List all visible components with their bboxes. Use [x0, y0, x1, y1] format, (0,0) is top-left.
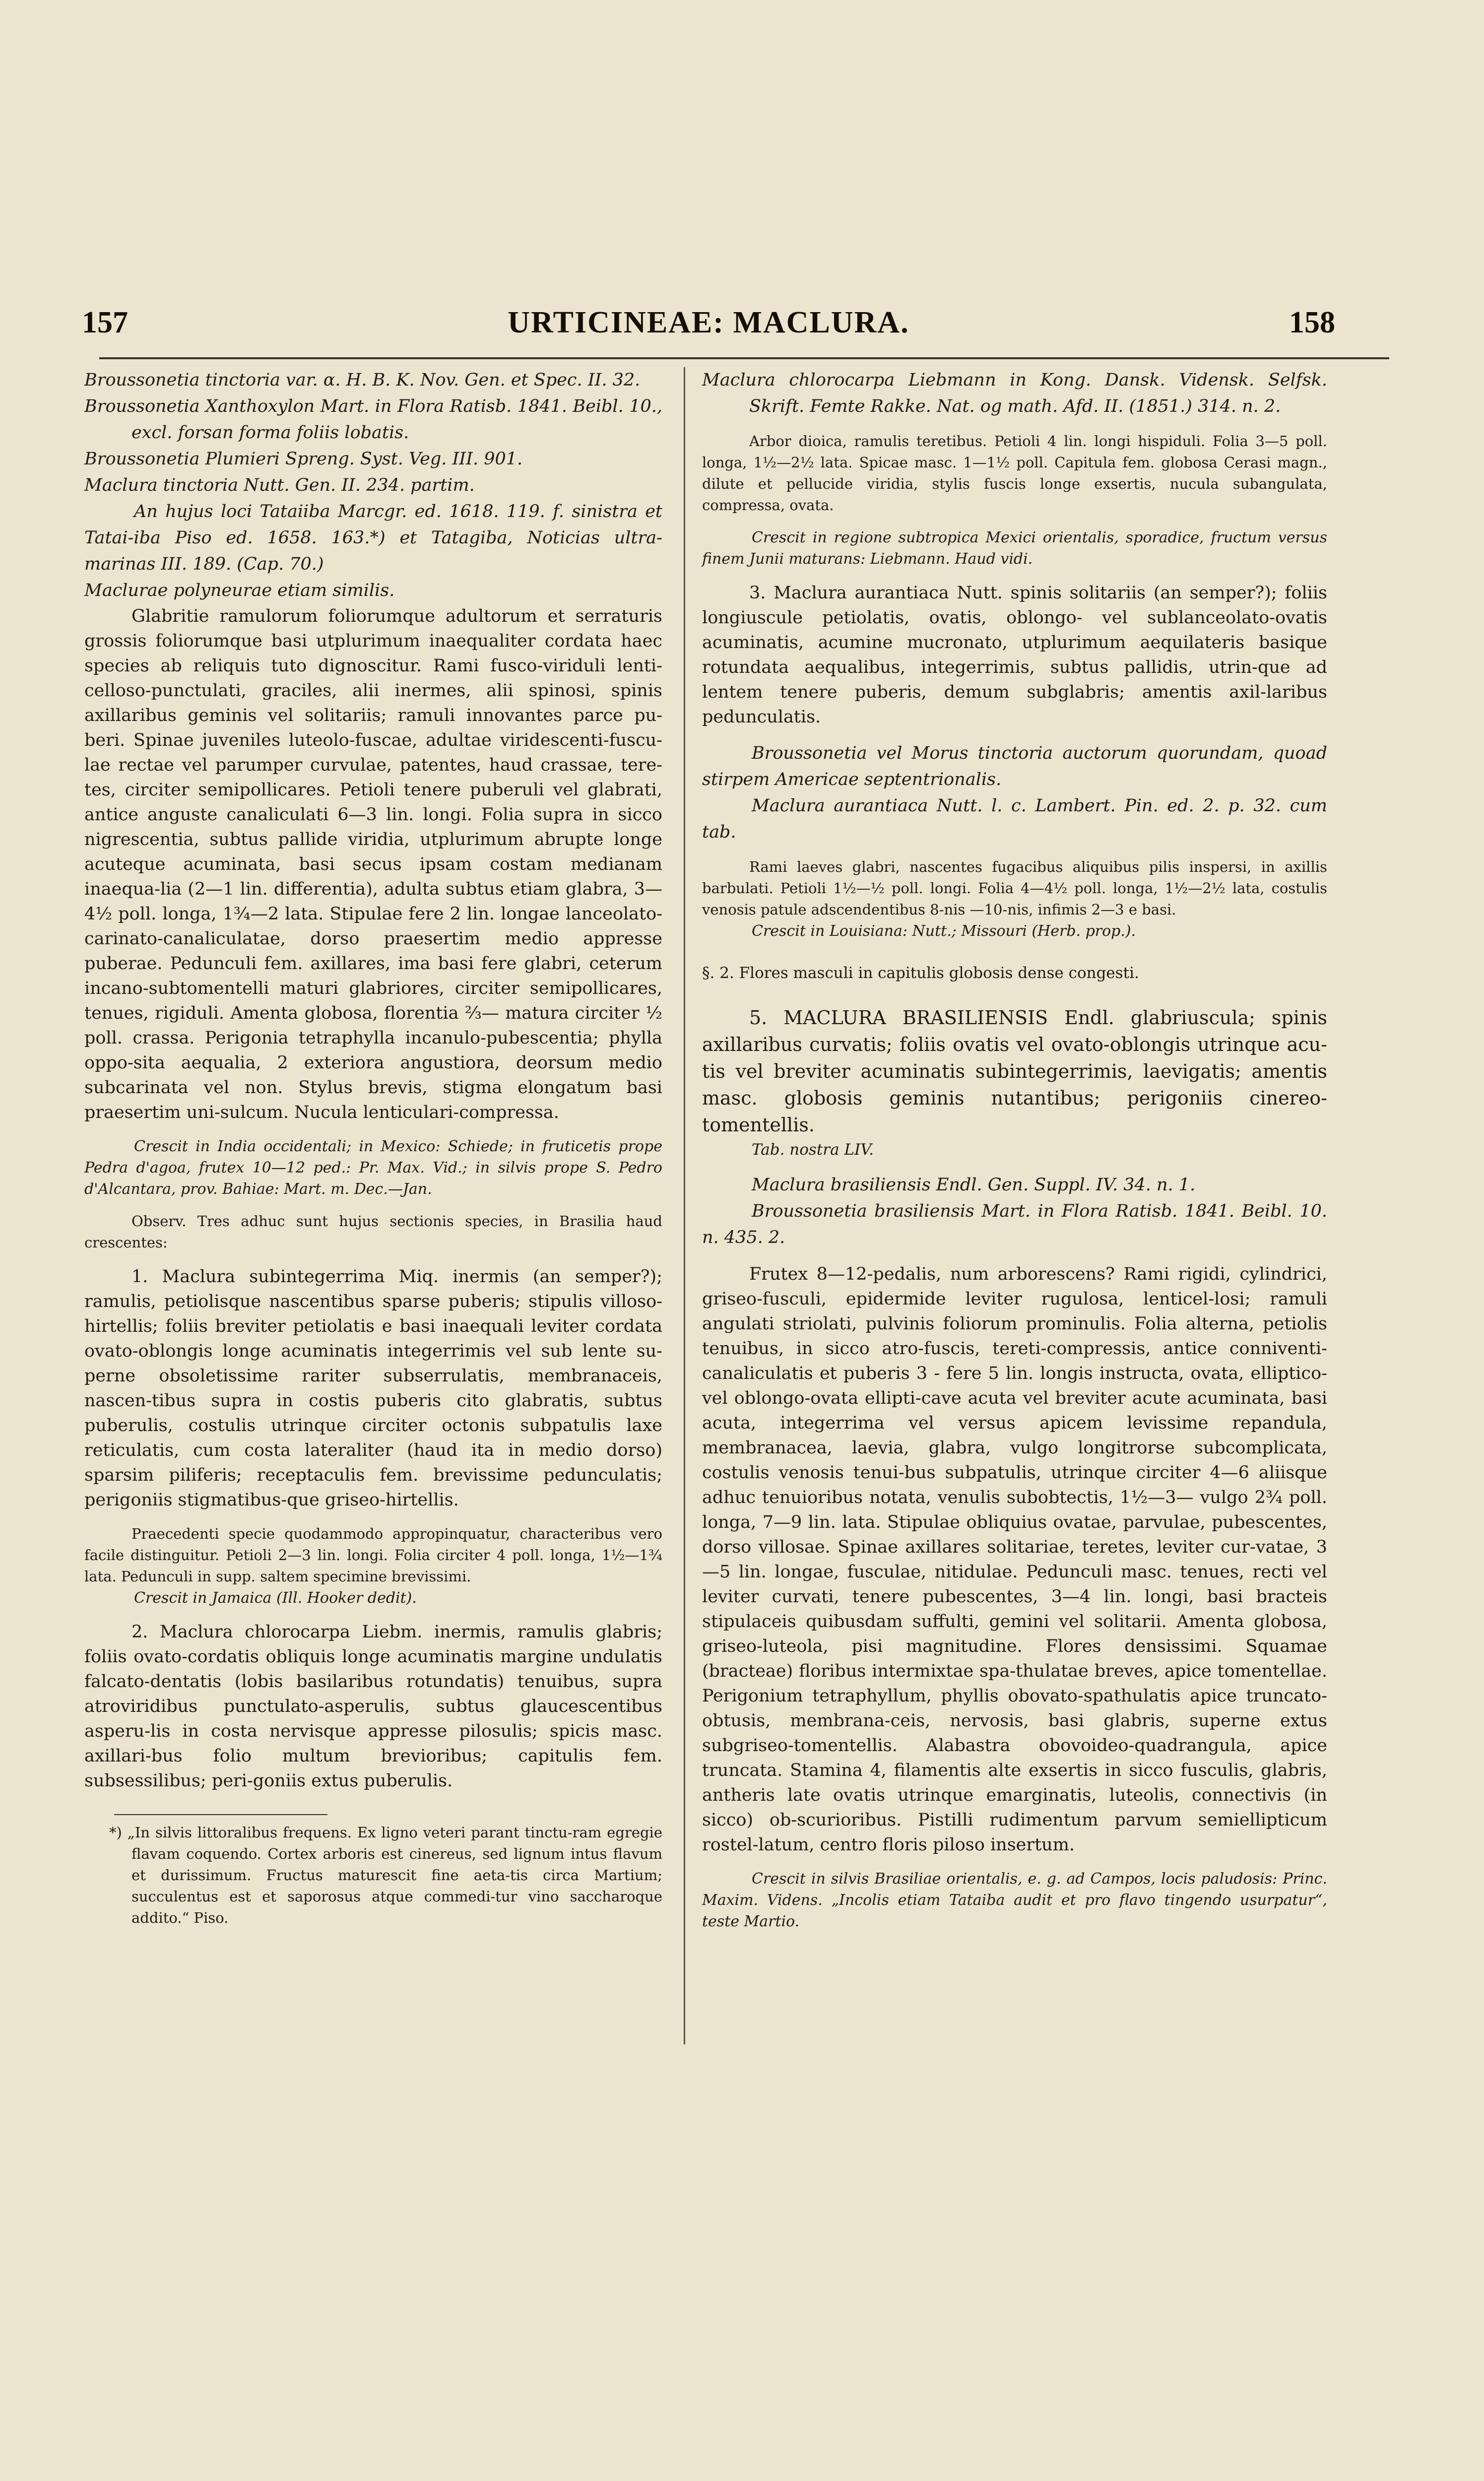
left-description-paragraph: Glabritie ramulorum foliorumque adultorum et serraturis grossis foliorumque basi utplurimum inaequaliter cordata haec species ab reliquis tuto dignoscitur. Rami fusco-viriduli lenti-celloso-punctulati, graciles, alii inermes, alii spinosi, spinis axillaribus geminis vel solitariis; ramuli innovantes parce pu-beri. Spinae juveniles luteolo-fuscae, adultae viridescenti-fuscu-lae rectae vel parumper curvulae, patentes, haud crassae, tere-tes, circiter semipollicares. Petioli tenere puberuli vel glabrati, antice anguste canaliculati 6—3 lin. longi. Folia supra in sicco nigrescentia, subtus pallide viridia, utplurimum abrupte longe acuteque acuminata, basi secus ipsam costam medianam inaequa-lia (2—1 lin. differentia), adulta subtus etiam glabra, 3—4½ poll. longa, 1¾—2 lata. Stipulae fere 2 lin. longae lanceolato-carinato-canaliculatae, dorso praesertim medio appresse puberae. Pedunculi fem. axillares, ima basi fere glabri, ceterum incano-subtomentelli maturi glabriores, circiter semipollicares, tenues, rigiduli. Amenta globosa, florentia ⅔— matura circiter ½ poll. crassa. Perigonia tetraphylla incanulo-pubescentia; phylla oppo-sita aequalia, 2 exteriora angustiora, deorsum medio subcarinata vel non. Stylus brevis, stigma elongatum basi praesertim uni-sulcum. Nucula lenticulari-compressa.: [84, 606, 662, 1122]
left-synonym: Maclura tinctoria Nutt. Gen. II. 234. partim.: [84, 475, 475, 495]
right-synonym: Broussonetia brasiliensis Mart. in Flora Ratisb. 1841. Beibl. 10. n. 435. 2.: [702, 1201, 1327, 1247]
right-plate-reference: Tab. nostra LIV.: [752, 1141, 874, 1159]
right-synonym: Maclura brasiliensis Endl. Gen. Suppl. IV. 34. n. 1.: [752, 1175, 1196, 1195]
left-synonym: Maclurae polyneurae etiam similis.: [84, 581, 395, 600]
left-synonym: Broussonetia Xanthoxylon Mart. in Flora Ratisb. 1841. Beibl. 10., excl. forsan forma foliis lobatis.: [84, 396, 662, 443]
left-description-paragraph: 2. Maclura chlorocarpa Liebm. inermis, ramulis glabris; foliis ovato-cordatis obliquis longe acuminatis margine undulatis falcato-dentatis (lobis basilaribus rotundatis) tenuibus, supra atroviridibus punctulato-asperulis, subtus glaucescentibus asperu-lis in costa nervisque appresse pilosulis; spicis masc. axillari-bus folio multum brevioribus; capitulis fem. subsessilibus; peri-goniis extus puberulis.: [84, 1622, 662, 1791]
right-note-paragraph: Rami laeves glabri, nascentes fugacibus aliquibus pilis inspersi, in axillis barbulati. Petioli 1½—½ poll. longi. Folia 4—4½ poll. longa, 1½—2½ lata, costulis venosis patule adscendentibus 8-nis —10-nis, infimis 2—3 e basi.: [702, 858, 1327, 918]
page-number-right: 158: [1289, 306, 1335, 339]
right-habitat-note: Crescit in regione subtropica Mexici orientalis, sporadice, fructum versus finem Junii maturans: Liebmann. Haud vidi.: [702, 529, 1327, 568]
right-synonym: Broussonetia vel Morus tinctoria auctorum quorundam, quoad stirpem Americae septentrionalis.: [702, 743, 1327, 789]
running-title: URTICINEAE: MACLURA.: [508, 306, 909, 339]
right-habitat-note: Crescit in silvis Brasiliae orientalis, e. g. ad Campos, locis paludosis: Princ. Maxim. Videns. „Incolis etiam Tataiba audit et pro flavo tingendo usurpatur“, teste Martio.: [702, 1870, 1327, 1930]
left-habitat-note: Crescit in India occidentali; in Mexico: Schiede; in fruticetis prope Pedra d'agoa, frutex 10—12 ped.: Pr. Max. Vid.; in silvis prope S. Pedro d'Alcantara, prov. Bahiae: Mart. m. Dec.—Jan.: [84, 1138, 662, 1198]
right-description-paragraph: 3. Maclura aurantiaca Nutt. spinis solitariis (an semper?); foliis longiuscule petiolatis, ovatis, oblongo- vel sublanceolato-ovatis acuminatis, acumine mucronato, utplurimum aequilateris basique rotundata aequalibus, integerrimis, subtus pallidis, utrin-que ad lentem tenere puberis, demum subglabris; amentis axil-laribus pedunculatis.: [702, 583, 1327, 727]
right-note-paragraph: Arbor dioica, ramulis teretibus. Petioli 4 lin. longi hispiduli. Folia 3—5 poll. longa, 1½—2½ lata. Spicae masc. 1—1½ poll. Capitula fem. globosa Cerasi magn., dilute et pellucide viridia, stylis fuscis longe exsertis, nucula subangulata, compressa, ovata.: [702, 433, 1327, 514]
right-section-heading: §. 2. Flores masculi in capitulis globosis dense congesti.: [702, 964, 1139, 982]
page-number-left: 157: [82, 306, 128, 339]
left-description-paragraph: 1. Maclura subintegerrima Miq. inermis (an semper?); ramulis, petiolisque nascentibus sparse puberis; stipulis villoso-hirtellis; foliis breviter petiolatis e basi inaequali leviter cordata ovato-oblongis longe acuminatis integerrimis vel sub lente su-perne obsoletissime rariter subserrulatis, membranaceis, nascen-tibus supra in costis puberis cito glabratis, subtus puberulis, costulis utrinque circiter octonis subpatulis laxe reticulatis, cum costa lateraliter (haud ita in medio dorso) sparsim piliferis; receptaculis fem. brevissime pedunculatis; perigoniis stigmatibus-que griseo-hirtellis.: [84, 1267, 662, 1510]
header-rule: [99, 357, 1389, 359]
right-column: [702, 367, 1327, 1932]
left-column: [84, 367, 662, 1929]
left-note-paragraph: Observ. Tres adhuc sunt hujus sectionis species, in Brasilia haud crescentes:: [84, 1213, 662, 1251]
left-footnote: *) „In silvis littoralibus frequens. Ex ligno veteri parant tinctu-ram egregie flavam coquendo. Cortex arboris est cinereus, sed lignum intus flavum et durissimum. Fructus maturescit fine aeta-tis circa Martium; succulentus est et saporosus atque commedi-tur vino saccharoque addito.“ Piso.: [109, 1824, 662, 1926]
right-habitat-note: Crescit in Louisiana: Nutt.; Missouri (Herb. prop.).: [752, 922, 1136, 940]
left-note-paragraph: Praecedenti specie quodammodo appropinquatur, characteribus vero facile distinguitur. Petioli 2—3 lin. longi. Folia circiter 4 poll. longa, 1½—1¾ lata. Pedunculi in supp. saltem specimine brevissimi.: [84, 1525, 662, 1585]
running-header: [82, 305, 1335, 355]
right-description-paragraph: Frutex 8—12-pedalis, num arborescens? Rami rigidi, cylindrici, griseo-fusculi, epidermide leviter rugulosa, lenticel-losi; ramuli angulati striolati, pulvinis foliorum prominulis. Folia alterna, petiolis tenuibus, in sicco atro-fuscis, tereti-compressis, antice conniventi-canaliculatis et puberis 3 - fere 5 lin. longis instructa, ovata, elliptico- vel oblongo-ovata ellipti-cave acuta vel breviter acute acuminata, basi acuta, integerrima vel versus apicem levissime repandula, membranacea, laevia, glabra, vulgo longitrorse subcomplicata, costulis venosis tenui-bus subpatulis, utrinque circiter 4—6 aliisque adhuc tenuioribus notata, venulis subobtectis, 1½—3— vulgo 2¾ poll. longa, 7—9 lin. lata. Stipulae obliquius ovatae, parvulae, pubescentes, dorso villosae. Spinae axillares solitariae, teretes, leviter cur-vatae, 3—5 lin. longae, fusculae, nitidulae. Pedunculi masc. tenues, recti vel leviter curvati, tenere pubescentes, 3—4 lin. longi, basi bracteis stipulaceis quibusdam suffulti, gemini vel solitarii. Amenta globosa, griseo-luteola, pisi magnitudine. Flores densissimi. Squamae (bracteae) floribus intermixtae spa-thulatae breves, apice tomentellae. Perigonium tetraphyllum, phyllis obovato-spathulatis apice truncato-obtusis, membrana-ceis, nervosis, basi glabris, superne extus subgriseo-tomentellis. Alabastra obovoideo-quadrangula, apice truncata. Stamina 4, filamentis alte exsertis in sicco fusculis, glabris, antheris late ovatis utrinque emarginatis, luteolis, connectivis (in sicco) ob-scurioribus. Pistilli rudimentum parvum semiellipticum rostel-latum, centro floris piloso insertum.: [702, 1264, 1327, 1855]
left-habitat-note: Crescit in Jamaica (Ill. Hooker dedit).: [134, 1589, 417, 1607]
right-synonym: Maclura chlorocarpa Liebmann in Kong. Dansk. Vidensk. Selfsk. Skrift. Femte Rakke. Nat. og math. Afd. II. (1851.) 314. n. 2.: [702, 370, 1327, 416]
left-synonym: Broussonetia tinctoria var. α. H. B. K. Nov. Gen. et Spec. II. 32.: [84, 370, 641, 390]
footnote-rule: [114, 1814, 327, 1815]
left-synonym: An hujus loci Tataiiba Marcgr. ed. 1618. 119. f. sinistra et Tatai-iba Piso ed. 1658. 163.*) et Tatagiba, Noticias ultra-marinas III. 189. (Cap. 70.): [84, 502, 662, 574]
left-synonym: Broussonetia Plumieri Spreng. Syst. Veg. III. 901.: [84, 449, 523, 469]
right-synonym: Maclura aurantiaca Nutt. l. c. Lambert. Pin. ed. 2. p. 32. cum tab.: [702, 796, 1327, 842]
column-divider: [684, 367, 685, 2044]
right-species-diagnosis: 5. MACLURA BRASILIENSIS Endl. glabriuscula; spinis axillaribus curvatis; foliis ovatis vel ovato-oblongis utrinque acu-tis vel breviter acuminatis subintegerrimis, laevigatis; amentis masc. globosis geminis nutantibus; perigoniis cinereo-tomentellis.: [702, 1007, 1327, 1136]
